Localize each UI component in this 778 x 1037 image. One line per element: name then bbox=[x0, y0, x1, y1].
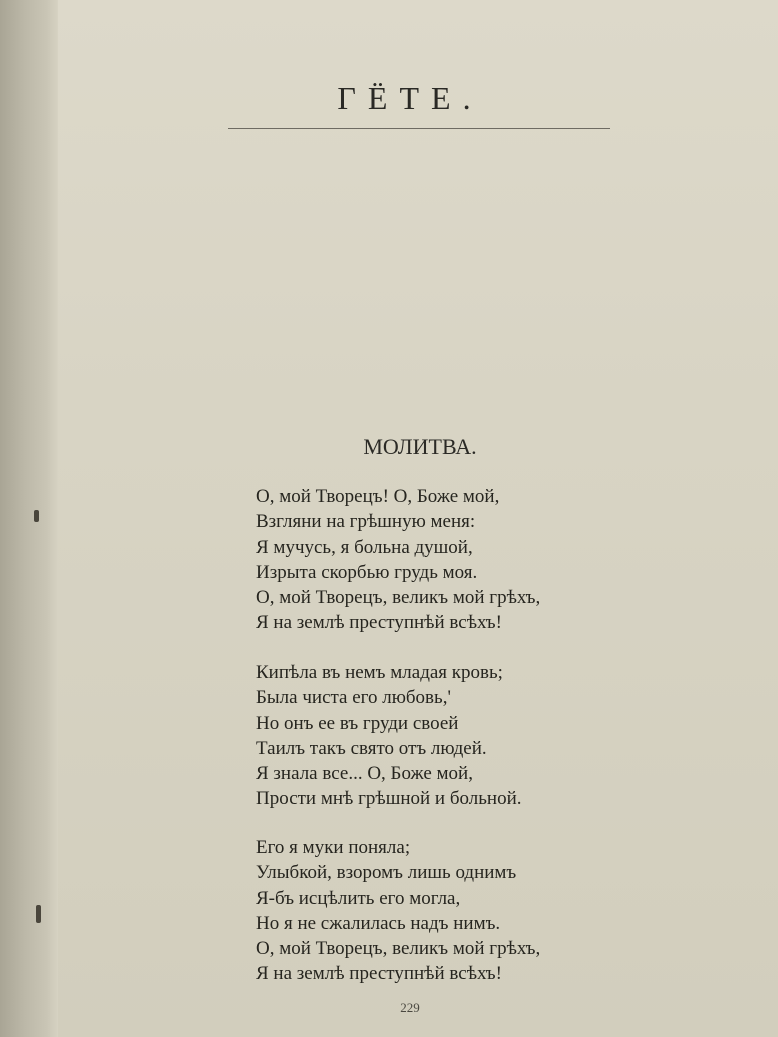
poem-line: Прости мнѣ грѣшной и больной. bbox=[256, 788, 522, 810]
poem-line: Но я не сжалилась надъ нимъ. bbox=[256, 912, 501, 934]
binding-mark bbox=[34, 510, 39, 522]
page-number: 229 bbox=[400, 1000, 420, 1015]
stanza-2 bbox=[256, 660, 522, 812]
poem-line: Была чиста его любовь,' bbox=[256, 687, 451, 709]
binding-mark bbox=[36, 905, 41, 923]
poem-line: Но онъ ее въ груди своей bbox=[256, 712, 459, 734]
poem-line: Таилъ такъ свято отъ людей. bbox=[256, 737, 487, 759]
poem-line: О, мой Творецъ, великъ мой грѣхъ, bbox=[256, 587, 541, 609]
stanza-1 bbox=[256, 484, 540, 636]
header-rule bbox=[228, 128, 610, 129]
poem-line: О, мой Творецъ! О, Боже мой, bbox=[256, 486, 500, 507]
poem-line: О, мой Творецъ, великъ мой грѣхъ, bbox=[256, 938, 541, 960]
poem-line: Кипѣла въ немъ младая кровь; bbox=[256, 662, 503, 683]
poem-line: Я знала все... О, Боже мой, bbox=[256, 763, 473, 785]
poem-line: Я на землѣ преступнѣй всѣхъ! bbox=[256, 963, 502, 985]
poem-title: МОЛИТВА. bbox=[363, 434, 477, 459]
running-head: ГЁТЕ. bbox=[337, 80, 483, 116]
poem-line: Его я муки поняла; bbox=[256, 837, 411, 858]
poem-line: Я на землѣ преступнѣй всѣхъ! bbox=[256, 612, 502, 634]
poem-line: Я мучусь, я больна душой, bbox=[256, 536, 473, 558]
poem-line: Взгляни на грѣшную меня: bbox=[256, 511, 476, 533]
book-spine bbox=[0, 0, 58, 1037]
poem-line: Изрыта скорбью грудь моя. bbox=[256, 561, 478, 583]
poem-line: Я-бъ исцѣлить его могла, bbox=[256, 887, 461, 909]
poem-line: Улыбкой, взоромъ лишь однимъ bbox=[256, 862, 517, 884]
stanza-3 bbox=[256, 835, 540, 987]
